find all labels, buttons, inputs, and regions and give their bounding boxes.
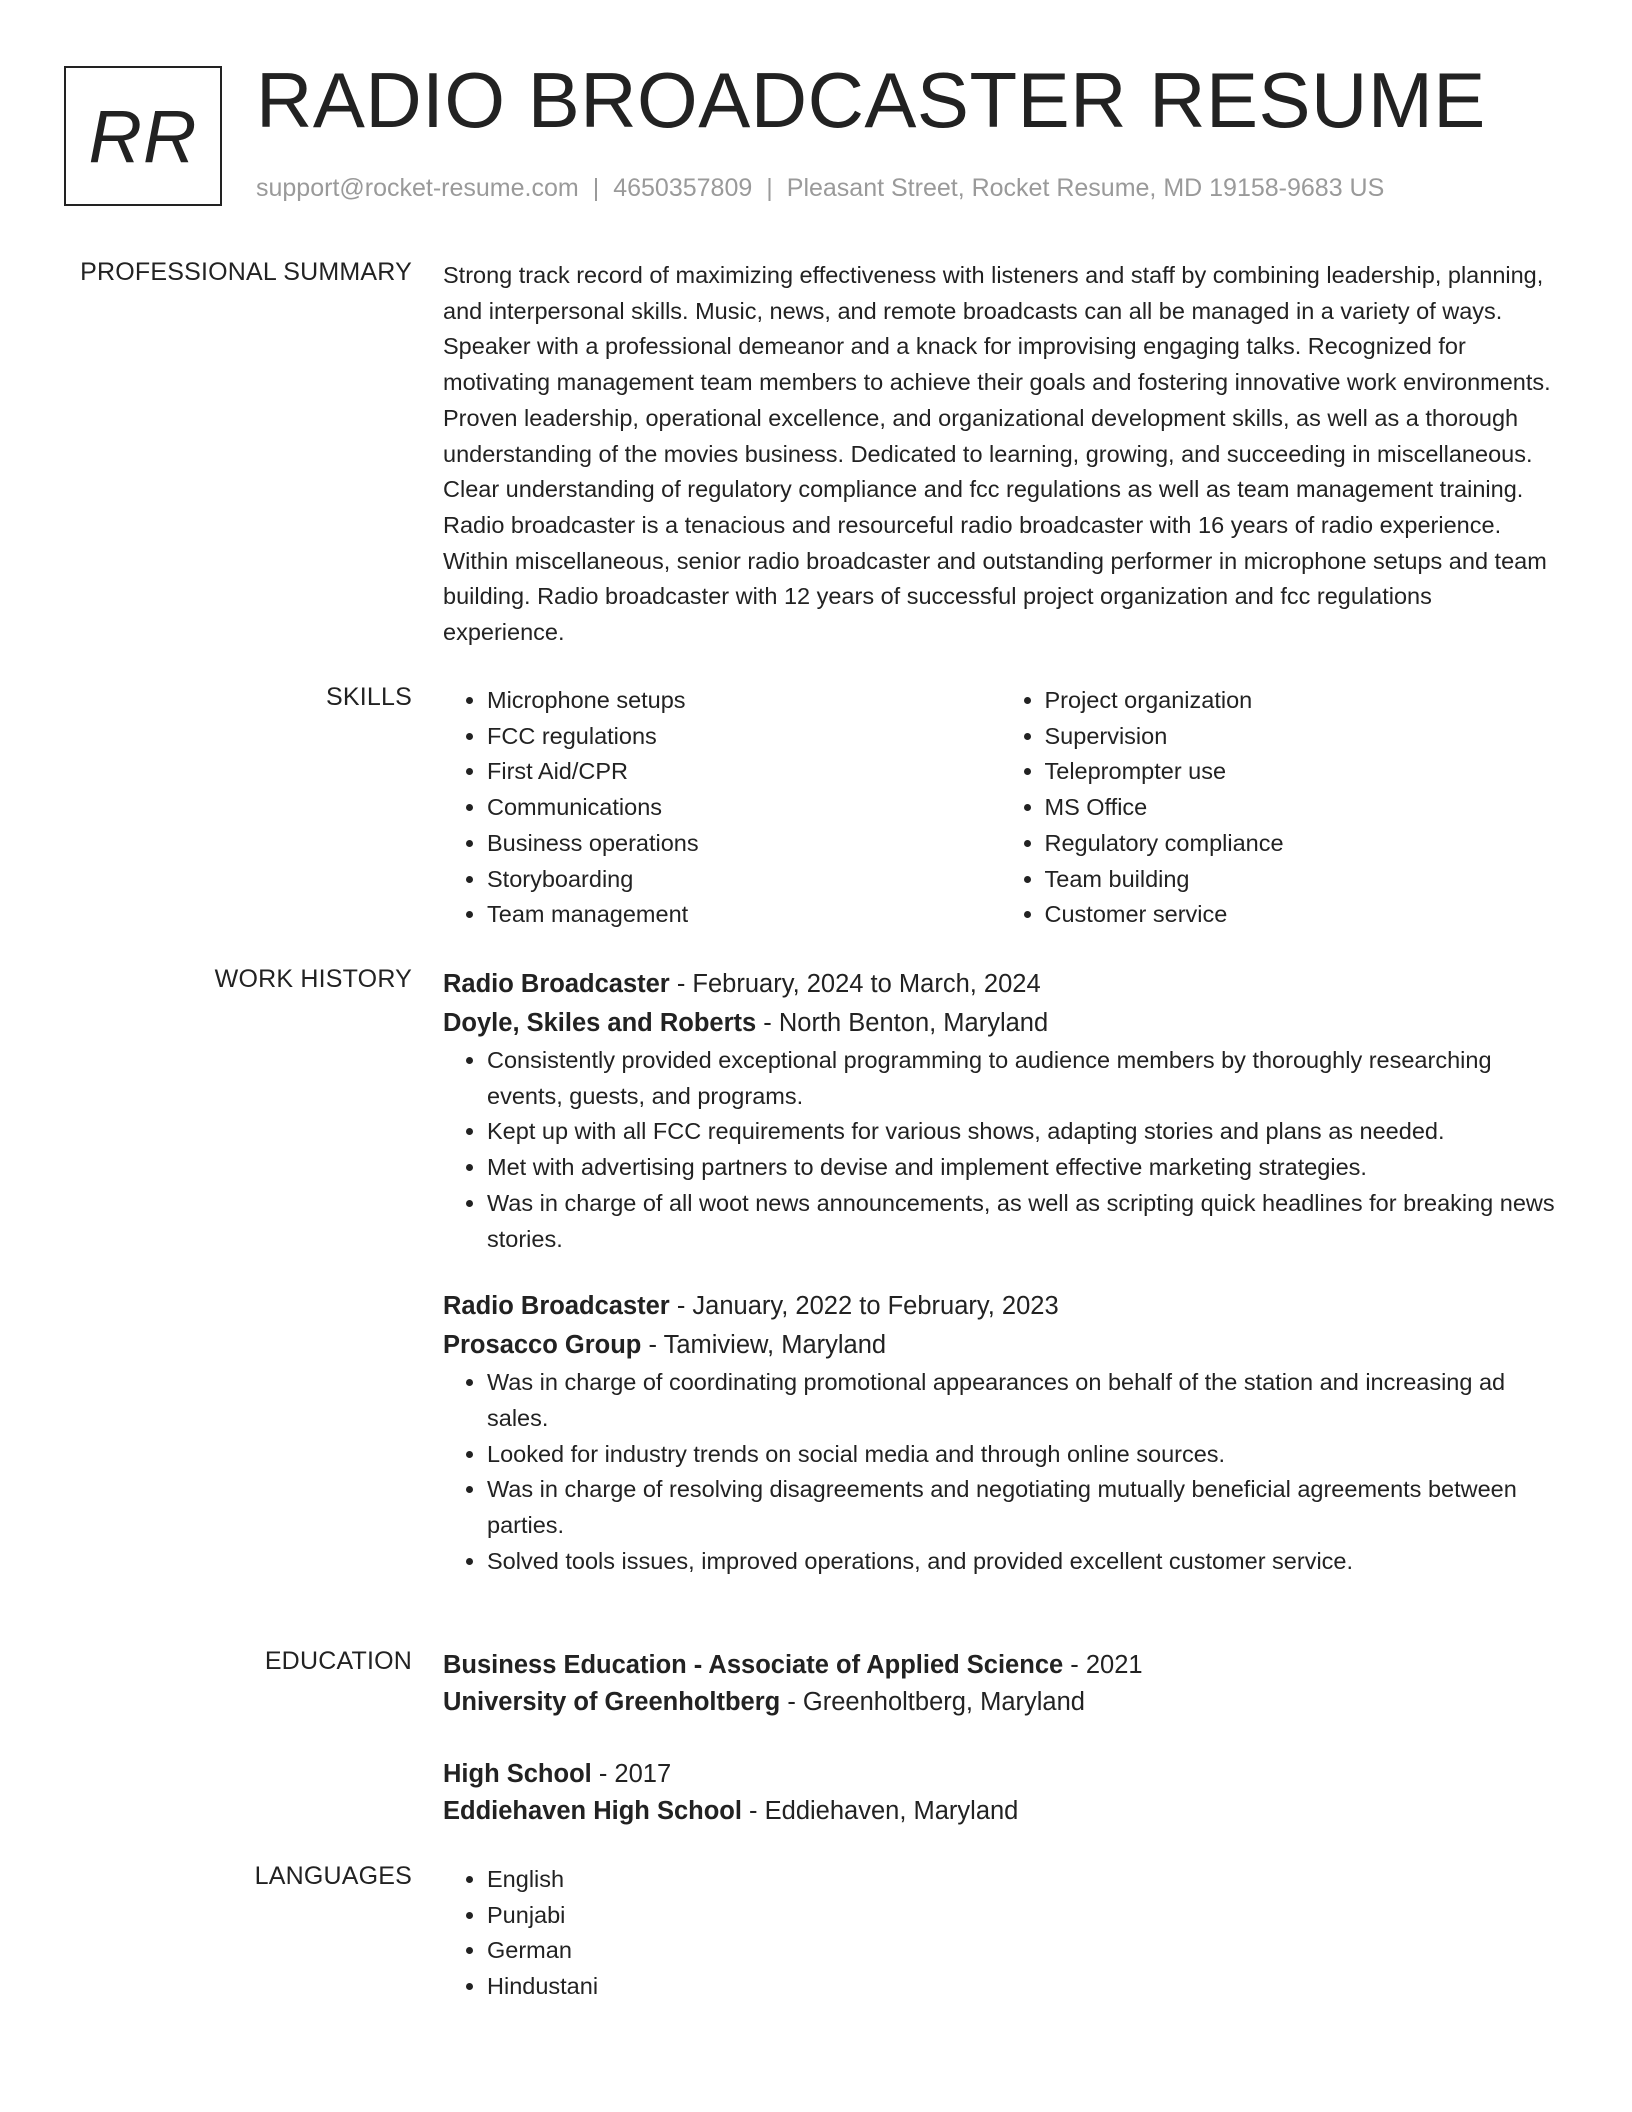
skill-item: • FCC regulations [487,719,1001,755]
skill-item: • Project organization [1045,683,1559,719]
skill-item: • Team building [1045,862,1559,898]
job-location: Tamiview, Maryland [663,1331,887,1360]
education-school-line: University of Greenholtberg - Greenholtberg, Maryland [443,1688,1085,1716]
job-bullet: • Solved tools issues, improved operations, and provided excellent customer service. [487,1544,1558,1580]
section-label-education: EDUCATION [264,1647,412,1675]
job-location: North Benton, Maryland [778,1009,1049,1037]
job-entry [443,965,1558,1257]
job-title-line: Radio Broadcaster - February, 2024 to March, 2024 [443,970,1041,998]
skill-item: • Regulatory compliance [1045,826,1559,862]
job-bullet: • Kept up with all FCC requirements for various shows, adapting stories and plans as needed. [487,1114,1558,1150]
skills-list-left [443,683,1001,933]
education-school: University of Greenholtberg [443,1688,781,1716]
languages-body [443,1862,1558,2005]
job-bullet: • Was in charge of coordinating promotional appearances on behalf of the station and increasing ad sales. [487,1365,1558,1436]
education-entry [443,1647,1558,1721]
skill-item: • Customer service [1045,897,1559,933]
job-title: Radio Broadcaster [443,1292,670,1321]
job-bullet: • Met with advertising partners to devise and implement effective marketing strategies. [487,1150,1558,1186]
job-company: Prosacco Group [443,1331,642,1360]
skills-body [443,683,1558,933]
education-location: Eddiehaven, Maryland [764,1797,1019,1825]
job-title: Radio Broadcaster [443,970,670,998]
education-degree-line: High School - 2017 [443,1760,672,1788]
contact-separator: | [592,174,600,202]
skill-item: • Microphone setups [487,683,1001,719]
skills-list-right [1001,683,1559,933]
summary-body [443,258,1558,651]
section-label-skills: SKILLS [326,683,412,711]
education-degree-line: Business Education - Associate of Applied Science - 2021 [443,1651,1143,1679]
job-bullet: • Was in charge of all woot news announcements, as well as scripting quick headlines for breaking news stories. [487,1186,1558,1257]
language-item: • Hindustani [487,1969,1558,2005]
language-item: • German [487,1933,1558,1969]
skill-item: • First Aid/CPR [487,754,1001,790]
summary-text: Strong track record of maximizing effectiveness with listeners and staff by combining leadership, planning, and interpersonal skills. Music, news, and remote broadcasts can all be managed in a variety of ways. Speaker with a professional demeanor and a knack for improvising engaging talks. Recognized for motivating management team members to achieve their goals and fostering innovative work environments. Proven leadership, operational excellence, and organizational development skills, as well as a thorough understanding of the movies business. Dedicated to learning, growing, and succeeding in miscellaneous. Clear understanding of regulatory compliance and fcc regulations as well as team management training. Radio broadcaster is a tenacious and resourceful radio broadcaster with 16 years of radio experience. Within miscellaneous, senior radio broadcaster and outstanding performer in microphone setups and team building. Radio broadcaster with 12 years of successful project organization and fcc regulations experience. [443,262,1551,646]
education-school: Eddiehaven High School [443,1797,742,1825]
skill-item: • Supervision [1045,719,1559,755]
job-dates: February, 2024 to March, 2024 [692,970,1041,998]
work-history-body [443,965,1558,1579]
skill-item: • Communications [487,790,1001,826]
section-label-languages: LANGUAGES [254,1862,412,1890]
skill-item: • Business operations [487,826,1001,862]
job-bullet: • Looked for industry trends on social media and through online sources. [487,1437,1558,1473]
language-item: • English [487,1862,1558,1898]
contact-address: Pleasant Street, Rocket Resume, MD 19158-9683 US [786,174,1385,202]
contact-separator: | [766,174,773,202]
education-location: Greenholtberg, Maryland [802,1688,1085,1716]
education-entry [443,1756,1558,1830]
language-item: • Punjabi [487,1898,1558,1934]
resume-title: RADIO BROADCASTER RESUME [256,56,1486,144]
education-school-line: Eddiehaven High School - Eddiehaven, Maryland [443,1797,1019,1825]
job-bullet: • Consistently provided exceptional programming to audience members by thoroughly researching events, guests, and programs. [487,1043,1558,1114]
education-degree: High School [443,1760,592,1788]
skill-item: • Teleprompter use [1045,754,1559,790]
education-year: 2021 [1085,1651,1143,1679]
job-entry [443,1287,1558,1579]
education-year: 2017 [614,1760,672,1788]
job-company-line: Doyle, Skiles and Roberts - North Benton, Maryland [443,1009,1049,1037]
job-bullet: • Was in charge of resolving disagreements and negotiating mutually beneficial agreements between parties. [487,1472,1558,1543]
job-company: Doyle, Skiles and Roberts [443,1009,757,1037]
skill-item: • Storyboarding [487,862,1001,898]
contact-email[interactable]: support@rocket-resume.com [256,174,579,202]
skill-item: • Team management [487,897,1001,933]
job-bullet-list [443,1365,1558,1579]
job-bullet-list [443,1043,1558,1257]
section-label-summary: PROFESSIONAL SUMMARY [80,258,412,286]
skill-item: • MS Office [1045,790,1559,826]
job-company-line: Prosacco Group - Tamiview, Maryland [443,1331,887,1360]
monogram-logo: RR [64,66,222,206]
job-title-line: Radio Broadcaster - January, 2022 to February, 2023 [443,1292,1059,1321]
contact-line [256,174,1384,203]
languages-list [443,1862,1558,2005]
education-degree: Business Education - Associate of Applied Science [443,1651,1064,1679]
job-dates: January, 2022 to February, 2023 [692,1292,1059,1321]
education-body [443,1647,1558,1830]
contact-phone[interactable]: 4650357809 [613,174,753,202]
section-label-work-history: WORK HISTORY [214,965,412,993]
